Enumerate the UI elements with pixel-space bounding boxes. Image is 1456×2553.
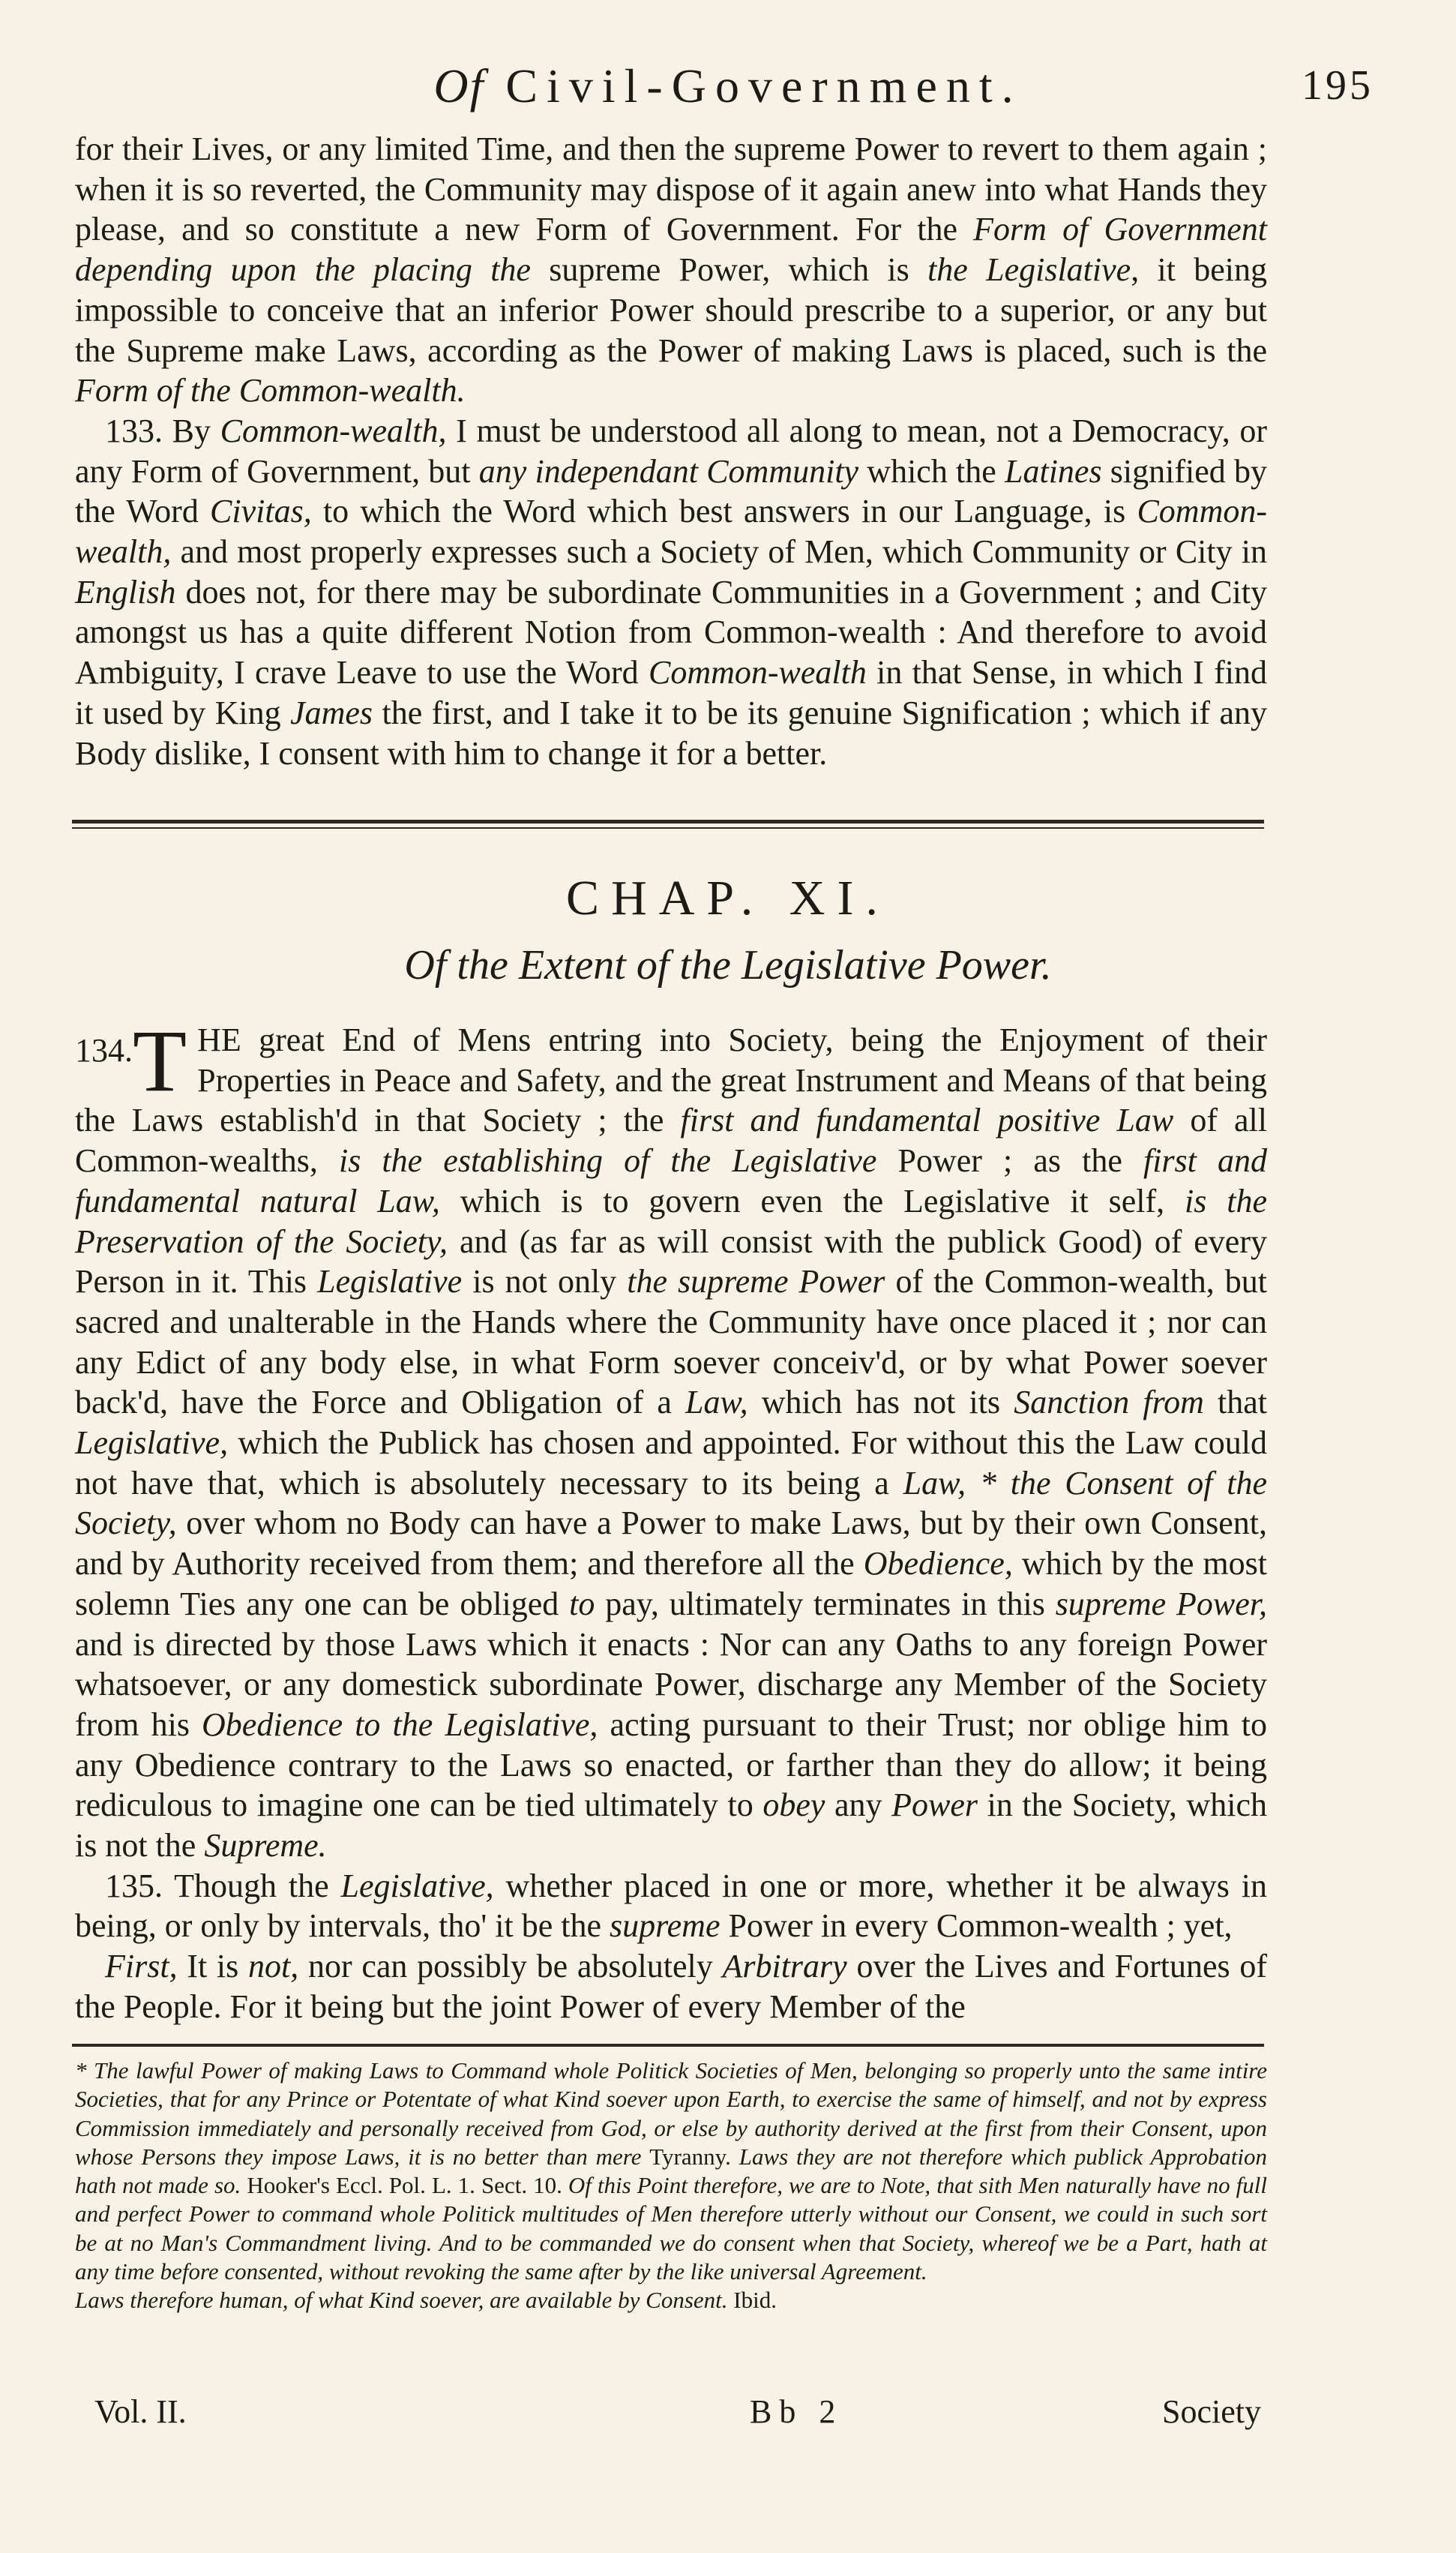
text-run: supreme Power, which is — [530, 251, 928, 289]
page-footer — [0, 2392, 1456, 2438]
text-run: Law, — [685, 1384, 748, 1421]
text-run: supreme Power, — [1055, 1585, 1267, 1622]
paragraph-134-text — [75, 1012, 1268, 1864]
text-run: * The lawful Power of making Laws to Command whole Politick Societies of Men, belonging so properly unto the same intire Societies, that for any Prince or Potentate of what Kind soever upon Earth, to exercise the same of himself, and not by express Commission immediately and personally received from God, or else by authority derived at the first from their Consent, upon whose Persons they impose Laws, it is no better than mere — [75, 2057, 1267, 2170]
text-run: and is directed by those Laws which it enacts : Nor can any Oaths to any foreign Power whatsoever, or any domestick subordinate Power, discharge any Member of the Society from his — [75, 1625, 1267, 1743]
paragraph-132-continued — [75, 129, 1267, 411]
paragraph-135 — [75, 1866, 1267, 1946]
text-run: whether placed in one or more, whether it be always in being, or only by intervals, tho' it be the — [75, 1867, 1267, 1945]
text-run: of all Common-wealths, — [75, 1102, 1267, 1180]
text-run: and (as far as will consist with the publick Good) of every Person in it. This — [75, 1222, 1267, 1300]
text-run: to which the Word which best answers in our Language, is — [311, 493, 1137, 530]
text-run: in the Society, which is not the — [75, 1786, 1267, 1864]
text-run: not, — [248, 1948, 299, 1985]
text-run: I must be understood all along to mean, not a Democracy, or any Form of Government, but — [75, 412, 1267, 490]
chapter-title: CHAP. XI. — [566, 871, 890, 926]
text-run: , it being impossible to conceive that an inferior Power should prescribe to a superior, or any but the Supreme make Laws, according as the Power of making Laws is placed, such is the — [75, 251, 1267, 369]
text-run: Obedience, — [863, 1545, 1013, 1582]
text-run: * the Consent of the Society, — [75, 1464, 1268, 1542]
text-run: 133. By — [105, 412, 220, 449]
text-run: Common-wealth, — [220, 412, 447, 449]
text-run: which is to govern even the Legislative it self, — [439, 1182, 1185, 1220]
text-run: in that Sense, in which I find it used by King — [75, 654, 1268, 731]
footnote — [75, 2056, 1267, 2315]
text-run: English — [75, 573, 176, 610]
text-run: HE great End of Mens entring into Society, being the Enjoyment of their Properties in Peace and Safety, and the great Instrument and Means of that being the Laws establish'd in that Society ; the — [75, 1022, 1267, 1139]
text-run: Legislative, — [340, 1867, 494, 1904]
text-run: any independant Community — [478, 452, 859, 490]
text-run: Laws therefore human, of what Kind soever, are available by Consent. — [75, 2287, 734, 2314]
text-run: first and fundamental natural Law, — [75, 1142, 1267, 1220]
footnote-source — [75, 2286, 1267, 2314]
text-run: Form of Government depending upon the placing the — [75, 211, 1267, 289]
text-run: It is — [177, 1948, 249, 1985]
text-run: the first, and I take it to be its genuine Signification ; which if any Body dislike, I consent with him to change it for a better. — [75, 694, 1267, 772]
text-run: over the Lives and Fortunes of the People. For it being but the joint Power of every Member of the — [75, 1948, 1267, 2025]
page-number: 195 — [1302, 62, 1374, 109]
text-run: is the establishing of the Legislative — [338, 1142, 877, 1180]
paragraph-number: 134. — [75, 1032, 133, 1069]
text-run: first and fundamental positive Law — [680, 1102, 1174, 1139]
text-run: Civitas, — [210, 493, 312, 530]
text-run: Ibid. — [733, 2287, 777, 2314]
text-run: Obedience to the Legislative, — [202, 1706, 598, 1743]
text-run: which has not its — [747, 1384, 1014, 1421]
text-run: which the — [858, 452, 1005, 490]
text-run: acting pursuant to their Trust; nor oblige him to any Obedience contrary to the Laws so enacted, or farther than they do allow; it being rediculous to imagine one can be tied ultimately to — [75, 1706, 1267, 1824]
text-run: that — [1203, 1384, 1267, 1421]
text-run: Legislative, — [75, 1424, 229, 1462]
text-run: Form of the Common-wealth. — [75, 372, 466, 410]
text-run: nor can possibly be absolutely — [298, 1948, 723, 1985]
text-run: Supreme. — [204, 1827, 327, 1864]
text-run: 135. Though the — [105, 1867, 341, 1904]
text-run: Hooker's Eccl. Pol. L. 1. Sect. 10. — [247, 2172, 562, 2199]
text-block-upper — [75, 129, 1267, 773]
paragraph-134 — [75, 1012, 1268, 1866]
signature-mark: Bb 2 — [750, 2393, 843, 2430]
text-run: which by the most solemn Ties any one can be obliged — [75, 1545, 1267, 1622]
text-run: Power ; as the — [876, 1142, 1143, 1180]
text-run: Power in every Common-wealth ; yet, — [720, 1907, 1233, 1945]
text-run: Common-wealth — [648, 654, 867, 692]
catchword: Society — [1162, 2393, 1261, 2430]
text-run: any — [825, 1786, 892, 1824]
text-run: Laws they are not therefore which publick Approbation hath not made so. — [75, 2143, 1267, 2199]
running-head — [0, 58, 1456, 118]
text-run: pay, ultimately terminates in this — [595, 1585, 1056, 1622]
text-run: is not only — [462, 1263, 628, 1300]
drop-cap: T — [133, 1012, 187, 1110]
section-divider — [72, 820, 1264, 829]
text-run: of the Common-wealth, but sacred and unalterable in the Hands where the Community have once placed it ; nor can any Edict of any body else, in what Form soever conceiv'd, or by what Power soever back'd, have the Force and Obligation of a — [75, 1263, 1267, 1421]
text-run: Legislative — [317, 1263, 463, 1300]
text-run: signified by the Word — [75, 452, 1267, 530]
text-run: James — [290, 694, 373, 731]
running-title — [0, 58, 1456, 114]
text-run: the Legislative — [927, 251, 1131, 289]
text-run: Power — [891, 1786, 978, 1824]
text-run: which the Publick has chosen and appointed. For without this the Law could not have that, which is absolutely necessary to its being a — [75, 1424, 1267, 1502]
running-title-of: Of — [433, 59, 485, 112]
volume-mark: Vol. II. — [94, 2393, 187, 2430]
text-run: supreme — [610, 1907, 721, 1945]
chapter-subtitle: Of the Extent of the Legislative Power. — [404, 942, 1052, 988]
text-run: Of this Point therefore, we are to Note, that sith Men naturally have no full and perfect Power to command whole Politick multitudes of Men therefore utterly without our Consent, we could in such sort be at no Man's Commandment living. And to be commanded we do consent when that Society, whereof we be a Part, hath at any time before consented, without revoking the same after by the like universal Agreement. — [75, 2172, 1267, 2285]
text-run: is the Preservation of the Society, — [75, 1182, 1268, 1260]
footnote-divider — [72, 2044, 1264, 2048]
text-run: over whom no Body can have a Power to make Laws, but by their own Consent, and by Authority received from them; and therefore all the — [75, 1504, 1267, 1582]
paragraph-133 — [75, 411, 1267, 773]
paragraph-first — [75, 1946, 1267, 2026]
text-run: Arbitrary — [722, 1948, 847, 1985]
running-title-text: Civil-Government. — [505, 59, 1023, 112]
text-run: to — [569, 1585, 595, 1622]
text-run: and most properly expresses such a Society of Men, which Community or City in — [171, 533, 1267, 571]
footnote-text — [75, 2056, 1267, 2286]
text-run: obey — [762, 1786, 825, 1824]
text-run: Tyranny. — [649, 2143, 731, 2170]
text-run: Sanction from — [1014, 1384, 1204, 1421]
text-run: does not, for there may be subordinate Communities in a Government ; and City amongst us has a quite different Notion from Common-wealth : And therefore to avoid Ambiguity, I crave Leave to use the Word — [75, 573, 1267, 692]
text-run: Common-wealth, — [75, 493, 1268, 571]
text-run: First, — [105, 1948, 178, 1985]
text-run — [966, 1465, 980, 1502]
text-run: the supreme Power — [627, 1263, 885, 1300]
text-run: for their Lives, or any limited Time, and then the supreme Power to revert to them again ; when it is so reverted, the Community may dispose of it again anew into what Hands they please, and so constitute a new Form of Government. For the — [75, 130, 1267, 248]
text-run: Latines — [1005, 452, 1102, 490]
text-block-chapter — [75, 1012, 1268, 2027]
text-run: Law, — [903, 1464, 966, 1502]
